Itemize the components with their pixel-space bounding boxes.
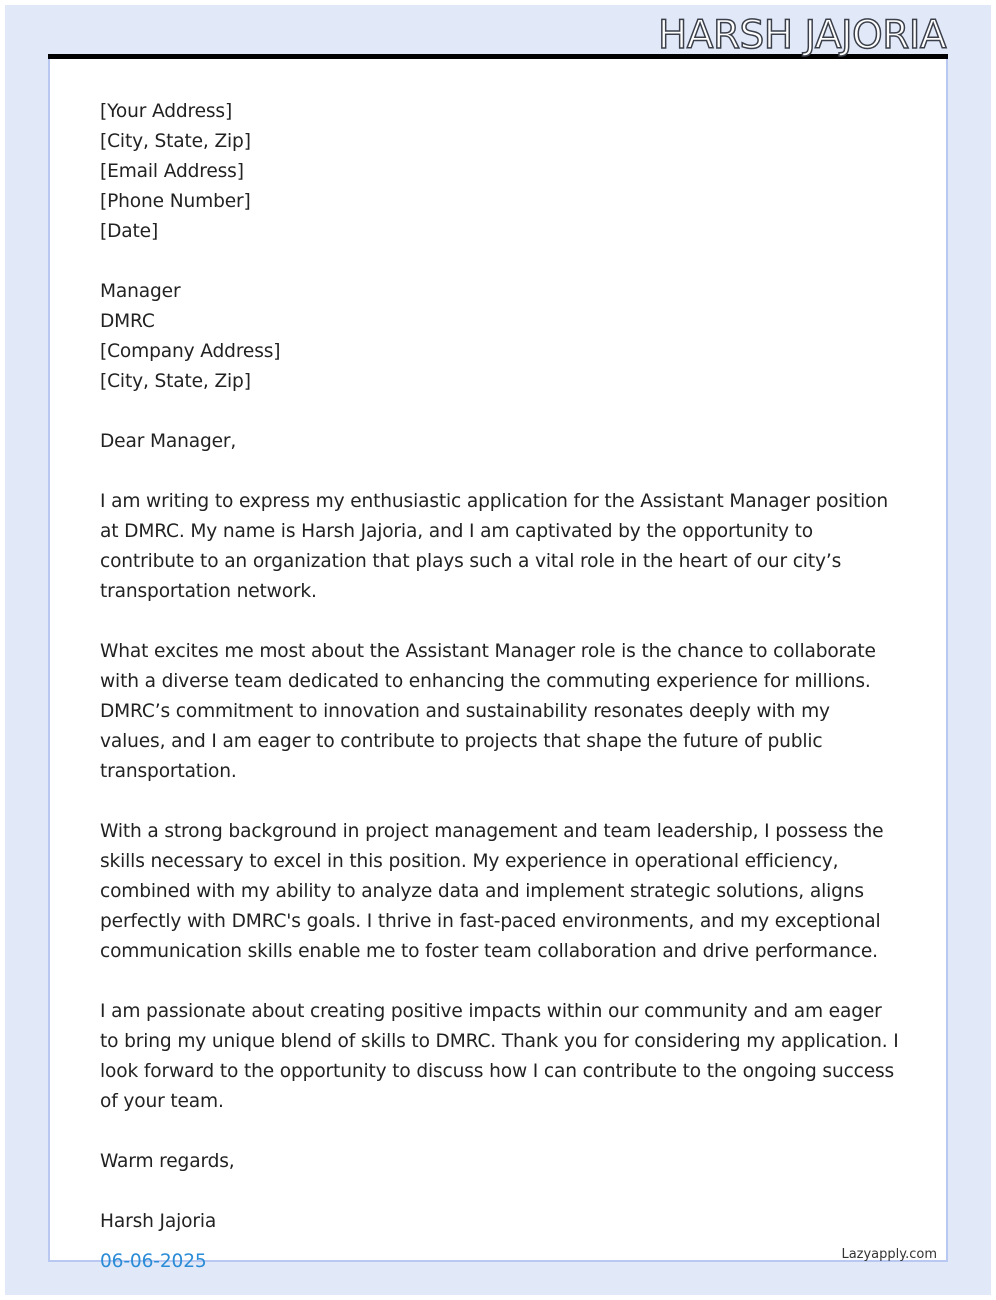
body-paragraph: What excites me most about the Assistant Manager role is the chance to collaborate with a diverse team dedicated to enhancing the commuting experience for millions. DMRC’s commitment to innovation and sustainability resonates deeply with my values, and I am eager to contribute to projects that shape the future of public transportation.: [100, 641, 876, 782]
recipient-block: [100, 277, 900, 397]
signed-date: 06-06-2025: [100, 1251, 207, 1272]
header-name: HARSH JAJORIA: [657, 13, 946, 58]
brand-watermark: Lazyapply.com: [841, 1247, 937, 1262]
salutation: Dear Manager,: [100, 431, 237, 452]
cover-letter: [100, 97, 900, 1277]
sender-city: [City, State, Zip]: [100, 131, 251, 152]
body-paragraph: With a strong background in project management and team leadership, I possess the skills necessary to excel in this position. My experience in operational efficiency, combined with my ability to analyze data and implement strategic solutions, aligns perfectly with DMRC's goals. I thrive in fast-paced environments, and my exceptional communication skills enable me to foster team collaboration and drive performance.: [100, 821, 884, 962]
signature: Harsh Jajoria: [100, 1211, 217, 1232]
recipient-title: Manager: [100, 281, 181, 302]
recipient-company: DMRC: [100, 311, 155, 332]
recipient-city: [City, State, Zip]: [100, 371, 251, 392]
closing: Warm regards,: [100, 1151, 235, 1172]
sender-date: [Date]: [100, 221, 159, 242]
body-paragraph: I am passionate about creating positive impacts within our community and am eager to bring my unique blend of skills to DMRC. Thank you for considering my application. I look forward to the opportunity to discuss how I can contribute to the ongoing success of your team.: [100, 1001, 899, 1112]
body-paragraph: I am writing to express my enthusiastic application for the Assistant Manager position at DMRC. My name is Harsh Jajoria, and I am captivated by the opportunity to contribute to an organization that plays such a vital role in the heart of our city’s transportation network.: [100, 491, 889, 602]
recipient-address: [Company Address]: [100, 341, 281, 362]
sender-phone: [Phone Number]: [100, 191, 251, 212]
sender-address: [Your Address]: [100, 101, 233, 122]
sender-email: [Email Address]: [100, 161, 244, 182]
sender-block: [100, 97, 900, 247]
